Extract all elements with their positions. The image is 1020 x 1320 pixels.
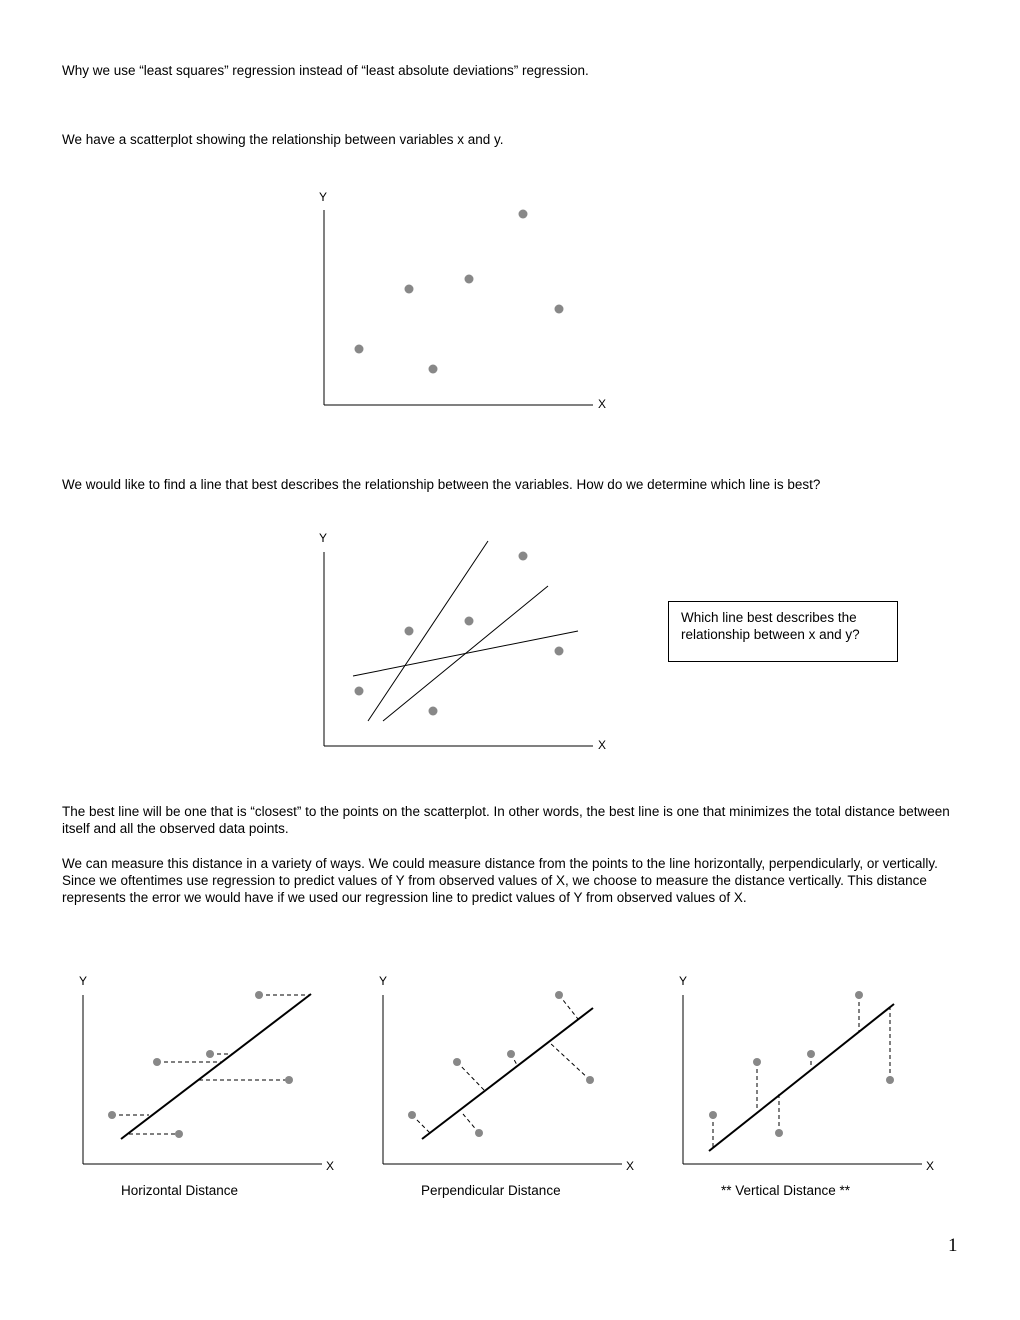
- data-point: [429, 707, 438, 716]
- data-point: [475, 1129, 483, 1137]
- data-point: [255, 991, 263, 999]
- y-axis-label: Y: [319, 531, 328, 545]
- data-point: [586, 1076, 594, 1084]
- data-point: [775, 1129, 783, 1137]
- data-point: [519, 552, 528, 561]
- x-axis-label: X: [598, 738, 607, 752]
- y-axis-label: Y: [679, 974, 688, 988]
- data-point: [753, 1058, 761, 1066]
- caption-vertical-distance: ** Vertical Distance **: [721, 1183, 851, 1198]
- data-point: [355, 687, 364, 696]
- x-axis-label: X: [326, 1159, 335, 1173]
- data-point: [408, 1111, 416, 1119]
- data-point: [153, 1058, 161, 1066]
- plot-vertical-distance: [660, 965, 950, 1180]
- page-heading: Why we use “least squares” regression instead of “least absolute deviations” regression.: [62, 63, 589, 78]
- data-point: [453, 1058, 461, 1066]
- data-point: [465, 275, 474, 284]
- perpendicular-distance-segment: [559, 995, 578, 1019]
- data-point: [555, 991, 563, 999]
- data-point: [108, 1111, 116, 1119]
- data-point: [405, 285, 414, 294]
- y-axis-label: Y: [319, 190, 328, 204]
- perpendicular-distance-segment: [549, 1042, 590, 1080]
- y-axis-label: Y: [379, 974, 388, 988]
- y-axis-label: Y: [79, 974, 88, 988]
- page-number: 1: [948, 1235, 958, 1256]
- data-point: [555, 647, 564, 656]
- scatterplot-basic: [300, 180, 630, 420]
- callout-box: [668, 601, 898, 662]
- data-point: [429, 365, 438, 374]
- data-point: [555, 305, 564, 314]
- data-point: [405, 627, 414, 636]
- plot-horizontal-distance: [60, 965, 350, 1180]
- data-point: [709, 1111, 717, 1119]
- data-point: [507, 1050, 515, 1058]
- x-axis-label: X: [626, 1159, 635, 1173]
- candidate-line-shallow: [353, 631, 578, 676]
- data-point: [355, 345, 364, 354]
- data-point: [519, 210, 528, 219]
- x-axis-label: X: [926, 1159, 935, 1173]
- plot-perpendicular-distance: [360, 965, 650, 1180]
- callout-text: Which line best describes the relationship between x and y?: [681, 610, 860, 642]
- paragraph-closest: The best line will be one that is “closest” to the points on the scatterplot. In other words, the best line is one that minimizes the total distance between itself and all the observed data points.: [62, 804, 950, 836]
- data-point: [807, 1050, 815, 1058]
- data-point: [886, 1076, 894, 1084]
- scatterplot-candidate-lines: [300, 522, 630, 762]
- intro-text: We have a scatterplot showing the relationship between variables x and y.: [62, 132, 504, 147]
- regression-line: [422, 1008, 593, 1139]
- data-point: [285, 1076, 293, 1084]
- data-point: [175, 1130, 183, 1138]
- x-axis-label: X: [598, 397, 607, 411]
- caption-horizontal-distance: Horizontal Distance: [121, 1183, 239, 1198]
- perpendicular-distance-segment: [457, 1062, 485, 1091]
- data-point: [465, 617, 474, 626]
- question-text: We would like to find a line that best describes the relationship between the variables. How do we determine which line is best?: [62, 477, 821, 492]
- data-point: [206, 1050, 214, 1058]
- regression-line: [709, 1004, 894, 1151]
- candidate-line-steep: [368, 541, 488, 721]
- regression-line: [121, 994, 311, 1139]
- caption-perpendicular-distance: Perpendicular Distance: [421, 1183, 561, 1198]
- paragraph-measure: We can measure this distance in a variety of ways. We could measure distance from the points to the line horizontally, perpendicularly, or vertically. Since we oftentimes use regression to predict values of Y from observed values of X, we choose to measure the distance vertically. This distance represents the error we would have if we used our regression line to predict values of Y from observed values of X.: [62, 856, 938, 905]
- data-point: [855, 991, 863, 999]
